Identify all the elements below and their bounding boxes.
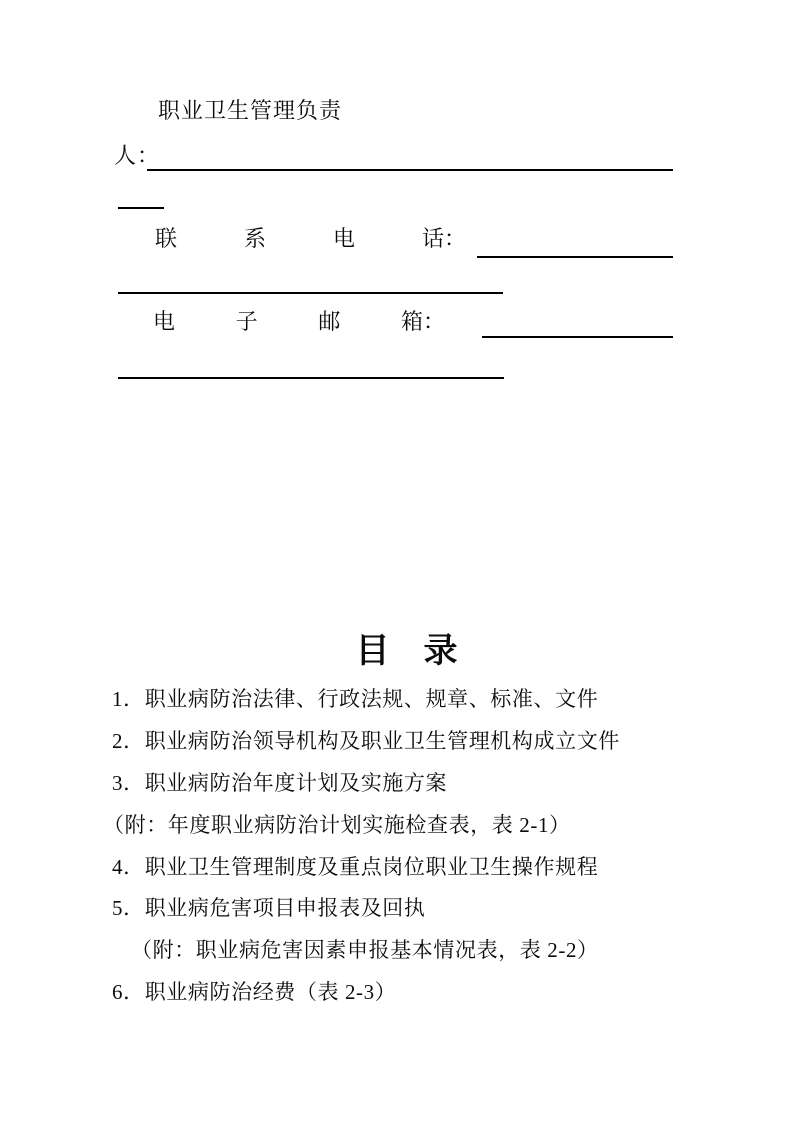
phone-blank-line xyxy=(477,256,673,258)
phone-blank-line-continuation xyxy=(118,292,503,294)
email-blank-line-continuation xyxy=(118,377,504,379)
toc-title: 目 录 xyxy=(355,633,458,670)
toc-item: 1．职业病防治法律、行政法规、规章、标准、文件 xyxy=(112,687,599,711)
toc-item: 2．职业病防治领导机构及职业卫生管理机构成立文件 xyxy=(112,729,620,753)
phone-label-char: 话： xyxy=(421,226,466,251)
toc-item: 3．职业病防治年度计划及实施方案 xyxy=(112,771,448,795)
email-blank-line xyxy=(482,336,673,338)
email-label-char: 邮 xyxy=(318,309,341,334)
phone-label-char: 电 xyxy=(332,226,355,251)
email-label-char: 电 xyxy=(153,309,176,334)
email-label xyxy=(153,309,445,335)
toc-item-attachment: （附：职业病危害因素申报基本情况表，表 2-2） xyxy=(131,938,599,962)
responsible-person-label-line1: 职业卫生管理负责 xyxy=(158,98,343,123)
email-label-char: 子 xyxy=(235,309,258,334)
responsible-person-label-line2: 人： xyxy=(114,143,161,168)
toc-item: 4．职业卫生管理制度及重点岗位职业卫生操作规程 xyxy=(112,855,599,879)
phone-label xyxy=(155,226,466,252)
toc-item-attachment: （附：年度职业病防治计划实施检查表，表 2-1） xyxy=(103,813,571,837)
toc-item: 5．职业病危害项目申报表及回执 xyxy=(112,896,426,920)
toc-item: 6．职业病防治经费（表 2-3） xyxy=(112,980,397,1004)
responsible-person-blank-line-continuation xyxy=(118,207,164,209)
email-label-char: 箱： xyxy=(400,309,445,334)
phone-label-char: 联 xyxy=(155,226,178,251)
responsible-person-blank-line xyxy=(147,169,673,171)
phone-label-char: 系 xyxy=(243,226,266,251)
